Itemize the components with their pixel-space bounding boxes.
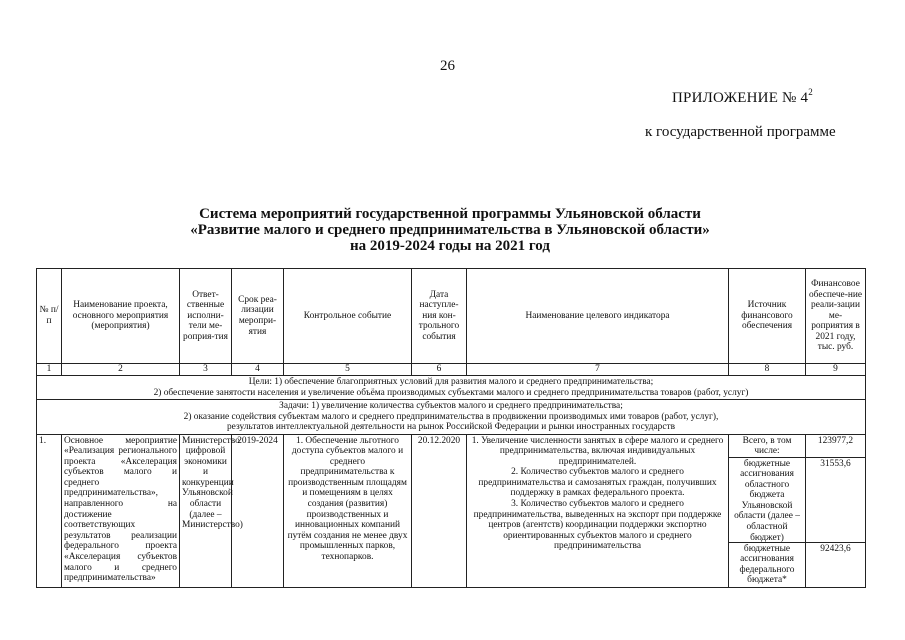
goal-line: 2) обеспечение занятости населения и увеличение объёма производимых субъектами малого и среднего предпринимательства товаров (работ, услуг) [153,387,749,398]
column-number: 1 [37,364,62,376]
funding-amount: 123977,2 [806,435,865,458]
column-header: Наименование целевого индикатора [467,269,729,364]
column-header: Дата наступле-ния кон-трольного события [412,269,467,364]
column-number: 2 [62,364,180,376]
title-line-3: на 2019-2024 годы на 2021 год [350,238,550,254]
measures-table [36,268,866,588]
table-row [37,434,866,587]
task-line: Задачи: 1) увеличение количества субъектов малого и среднего предпринимательства; [279,401,623,411]
measure-name: Основное мероприятие «Реализация регионального проекта «Акселерация субъектов малого и среднего предпринимательства», направленного на достижение соответствующих результатов реализации федерального проекта «Акселерация субъектов малого и среднего предпринимательства» [62,434,180,587]
column-number: 6 [412,364,467,376]
appendix-subtitle: к государственной программе [645,124,836,140]
target-indicators [467,434,729,587]
funding-source: бюджетные ассигнования областного бюджета Ульяновской области (далее – областной бюджет) [729,458,805,543]
column-header: Контрольное событие [284,269,412,364]
tasks-row [37,400,866,435]
appendix-title [672,87,813,107]
column-header: Ответ-ственные исполни-тели ме-роприя-тия [180,269,232,364]
column-number: 7 [467,364,729,376]
column-header: Наименование проекта, основного мероприятия (мероприятия) [62,269,180,364]
table-header-row [37,269,866,364]
column-header: Финансовое обеспече-ние реали-зации ме-роприятия в 2021 году, тыс. руб. [806,269,866,364]
indicator-item: 3. Количество субъектов малого и среднего предпринимательства, выведенных на экспорт при поддержке центров (агентств) координации поддержки экспортно ориентированных субъектов малого и среднего предпринимательства [473,499,722,552]
page-number: 26 [440,58,455,74]
goals-row [37,376,866,400]
column-number: 4 [232,364,284,376]
funding-amount: 92423,6 [820,543,851,554]
appendix-title-text: ПРИЛОЖЕНИЕ № 4 [672,90,809,106]
funding-amount: 31553,6 [806,458,865,543]
column-header: Срок реа-лизации меропри-ятия [232,269,284,364]
funding-amounts [806,434,866,587]
column-number: 8 [729,364,806,376]
control-event-date: 20.12.2020 [412,434,467,587]
implementation-period: 2019-2024 [232,434,284,587]
funding-source: бюджетные ассигнования федерального бюджета* [739,543,795,586]
goal-line: Цели: 1) обеспечение благоприятных условий для развития малого и среднего предпринимательства; [248,377,654,387]
control-event: 1. Обеспечение льготного доступа субъектов малого и среднего предпринимательства к производственным площадям и помещениям в целях создания (развития) производственных и инновационных компаний путём создания не менее двух промышленных парков, технопарков. [284,434,412,587]
column-number: 9 [806,364,866,376]
column-number: 3 [180,364,232,376]
funding-sources [729,434,806,587]
title-line-2: «Развитие малого и среднего предпринимательства в Ульяновской области» [190,222,710,238]
tasks-cell [37,400,866,435]
document-title [120,206,780,254]
row-number: 1. [37,434,62,587]
column-number-row [37,364,866,376]
title-line-1: Система мероприятий государственной программы Ульяновской области [199,206,701,222]
responsible-executor: Министерство цифровой экономики и конкуренции Ульяновской области (далее – Министерство) [180,434,232,587]
goals-cell [37,376,866,400]
funding-source: Всего, в том числе: [729,435,805,458]
column-header: Источник финансового обеспечения [729,269,806,364]
column-header: № п/п [37,269,62,364]
column-number: 5 [284,364,412,376]
task-line: 2) оказание содействия субъектам малого и среднего предпринимательства в продвижении производимых ими товаров (работ, услуг), [183,411,719,422]
indicator-item: 1. Увеличение численности занятых в сфере малого и среднего предпринимательства, включая индивидуальных предпринимателей. [471,435,724,467]
indicator-item: 2. Количество субъектов малого и среднего предпринимательства и самозанятых граждан, получивших поддержку в рамках федерального проекта. [478,467,717,499]
appendix-superscript: 2 [808,87,813,97]
task-line: результатов интеллектуальной деятельности на рынок Российской Федерации и рынки иностранных государств [226,422,676,432]
